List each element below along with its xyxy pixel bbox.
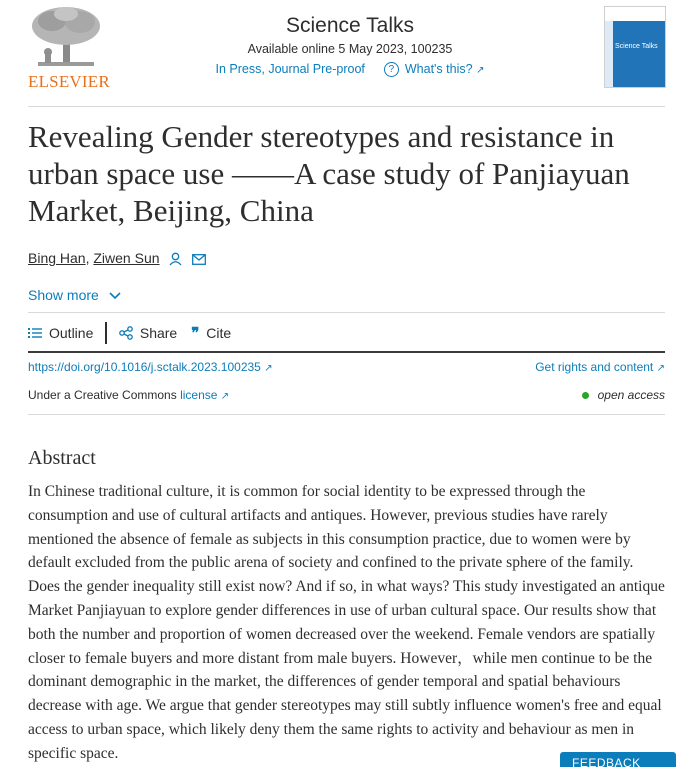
list-icon (28, 327, 42, 339)
abstract-text: In Chinese traditional culture, it is common for social identity to be expressed through the consumption and use of cultural artifacts and antiques. However, previous studies have rarely mentioned the absence of female as subjects in this consumption practice, due to women were by default excluded from the public arena of society and confined to the private sphere of the family. Does the gender inequality still exist now? And if so, in what ways? This study investigated an antique Market Panjiayuan to explore gender differences in use of urban cultural space. Our results show that both the number and proportion of women decreased over the weekend. Female vendors are spatially closer to female buyers and more distant from male buyers. However，while men continue to be the dominant demographic in the market, the differences of gender temporal and spatial behaviours decrease with age. We argue that gender stereotypes may still subtly influence women's free and equal access to urban space, which likely deny them the same rights to activity and behaviour as men in specific space. (28, 483, 665, 762)
divider (28, 312, 665, 313)
journal-title[interactable]: Science Talks (285, 14, 414, 37)
outline-label: Outline (49, 325, 94, 341)
elsevier-tree-icon (30, 6, 102, 70)
action-separator (105, 322, 107, 344)
author-list (28, 250, 206, 266)
rights-link[interactable] (535, 360, 665, 374)
journal-cover-image[interactable] (604, 6, 666, 88)
cover-label: Science Talks (615, 43, 658, 50)
feedback-label: FEEDBACK (572, 756, 641, 770)
doi-text: https://doi.org/10.1016/j.sctalk.2023.100235 (28, 360, 261, 374)
external-link-icon: ↗ (264, 363, 273, 374)
journal-info (190, 14, 510, 77)
share-icon (119, 326, 133, 340)
author-link[interactable]: Bing Han (28, 250, 86, 266)
abstract-heading: Abstract (28, 447, 96, 469)
in-press-link[interactable]: In Press, Journal Pre-proof (215, 62, 365, 76)
cover-side-strip (605, 21, 613, 87)
cite-label: Cite (206, 325, 232, 341)
divider (28, 351, 665, 353)
divider (28, 106, 665, 107)
article-title: Revealing Gender stereotypes and resistance in urban space use ——A case study of Panjiayuan Market, Beijing, China (28, 119, 630, 228)
show-more-button[interactable] (28, 287, 121, 303)
author-separator: , (85, 250, 94, 266)
show-more-label: Show more (28, 287, 99, 303)
article-header (0, 0, 693, 100)
feedback-button[interactable] (560, 752, 676, 770)
open-access-label: open access (597, 388, 665, 402)
license-link[interactable]: license (180, 388, 218, 402)
external-link-icon: ↗ (656, 363, 665, 374)
share-button[interactable] (119, 325, 177, 341)
elsevier-logo[interactable] (28, 6, 110, 91)
journal-status-row (190, 62, 510, 77)
whats-this-link[interactable]: What's this? (404, 62, 473, 76)
rights-text: Get rights and content (535, 360, 654, 374)
outline-button[interactable] (28, 325, 93, 341)
external-link-icon: ↗ (476, 65, 485, 76)
doi-link[interactable] (28, 360, 273, 374)
person-icon[interactable] (169, 252, 182, 266)
chevron-down-icon (109, 292, 121, 300)
question-mark-icon: ? (384, 62, 399, 77)
quote-icon: ❞ (191, 325, 200, 342)
share-label: Share (139, 325, 178, 341)
open-access-badge (582, 388, 665, 402)
divider (28, 414, 665, 415)
license-prefix: Under a Creative Commons (28, 388, 181, 402)
open-access-dot-icon (582, 392, 589, 399)
elsevier-wordmark: ELSEVIER (28, 72, 110, 91)
cite-button[interactable] (191, 324, 231, 343)
cover-top-band (605, 7, 665, 21)
envelope-icon[interactable] (192, 254, 206, 265)
external-link-icon: ↗ (220, 391, 230, 402)
available-online-date: Available online 5 May 2023, 100235 (247, 42, 453, 56)
author-link[interactable]: Ziwen Sun (93, 250, 160, 266)
article-actions (28, 322, 231, 344)
license-line (28, 388, 229, 402)
